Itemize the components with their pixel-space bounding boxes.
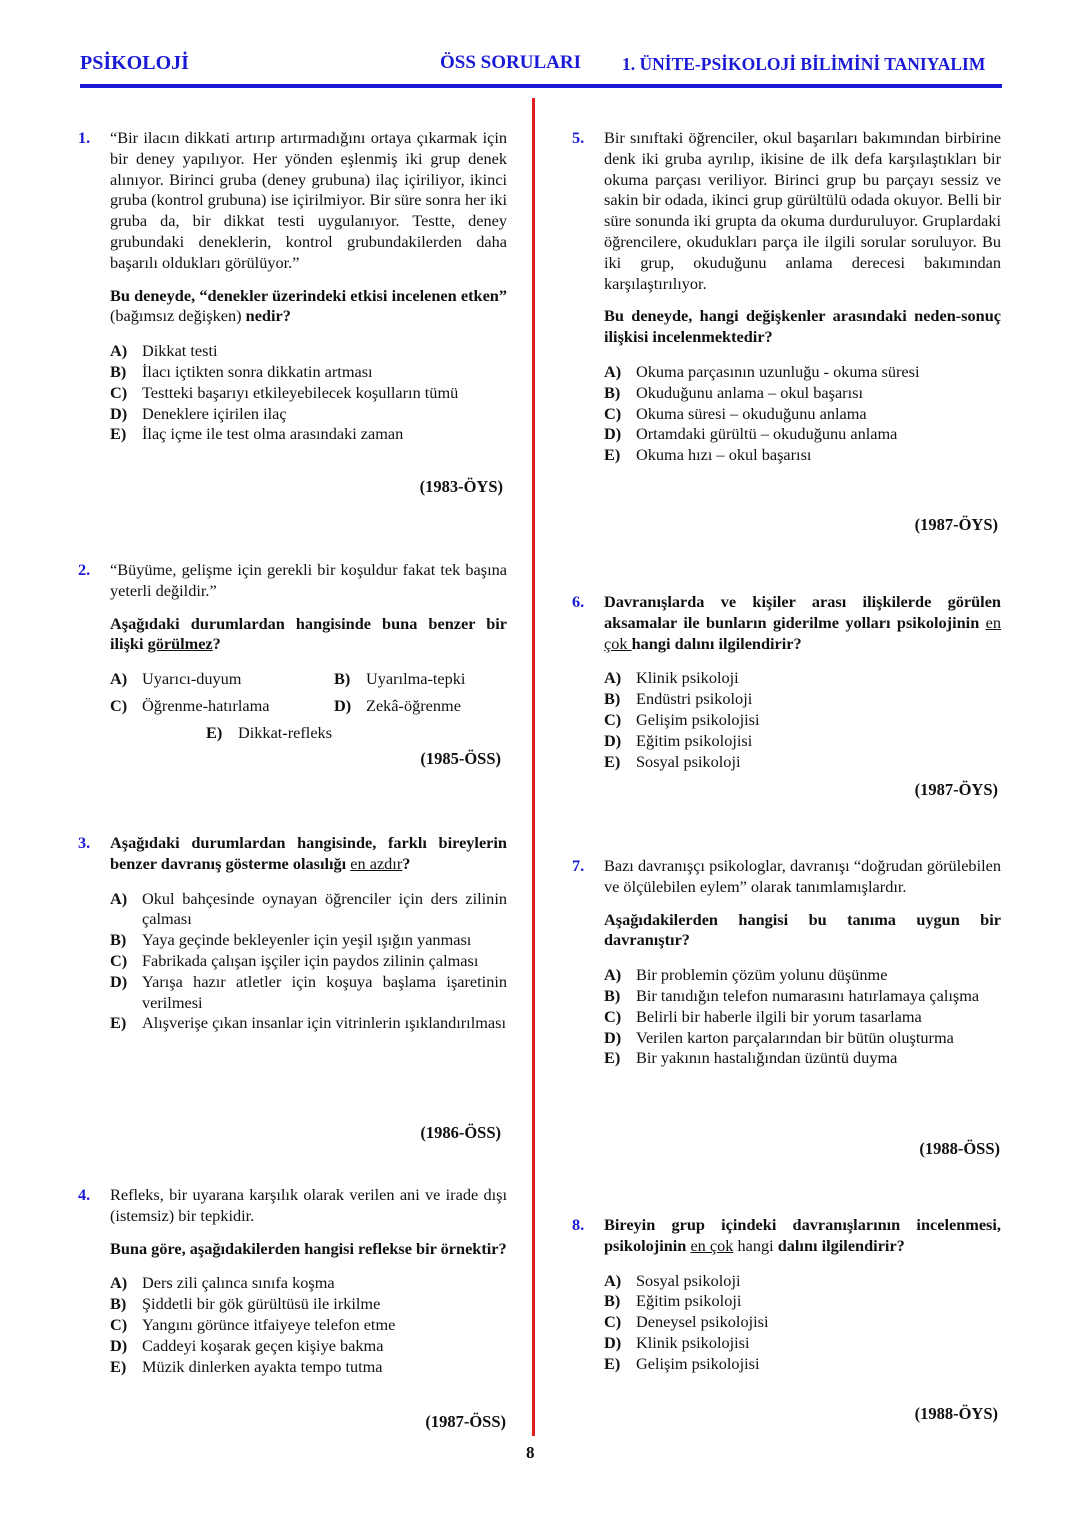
option-letter: A) (110, 1273, 128, 1293)
option-letter: A) (110, 669, 128, 689)
option-text: Bir tanıdığın telefon numarasını hatırlamaya çalışma (636, 985, 980, 1005)
option-c (110, 1315, 507, 1336)
option-b (604, 986, 1001, 1007)
prompt-segment: Bireyin grup içindeki davranışlarının incelenmesi, psikolojinin (604, 1215, 1001, 1255)
option-letter: B) (334, 669, 351, 689)
option-text: Gelişim psikolojisi (636, 709, 760, 729)
option-letter: E) (110, 1013, 127, 1033)
option-letter: B) (604, 1291, 621, 1311)
option-letter: C) (110, 1314, 128, 1334)
option-a (604, 1271, 1001, 1292)
option-letter: B) (110, 930, 127, 950)
option-letter: E) (604, 445, 621, 465)
question-number: 8. (572, 1215, 585, 1234)
option-text: Sosyal psikoloji (636, 1270, 741, 1290)
question-body (604, 856, 1001, 1069)
question-body (604, 128, 1001, 466)
options-list (110, 669, 507, 743)
option-e (604, 1354, 1001, 1375)
question-source: (1987-ÖYS) (914, 515, 998, 534)
option-letter: A) (604, 965, 622, 985)
option-letter: D) (604, 1332, 622, 1352)
option-d (110, 1336, 507, 1357)
question-source: (1988-ÖYS) (914, 1404, 998, 1423)
option-d (334, 696, 507, 717)
option-text: Gelişim psikolojisi (636, 1353, 760, 1373)
option-letter: B) (110, 1294, 127, 1314)
option-letter: A) (604, 668, 622, 688)
option-letter: B) (604, 985, 621, 1005)
option-text: Eğitim psikoloji (636, 1291, 742, 1311)
header-section: ÖSS SORULARI (440, 52, 581, 73)
option-letter: C) (110, 950, 128, 970)
question-7 (572, 856, 1002, 1069)
page-number: 8 (526, 1443, 535, 1462)
prompt-segment: görülmez (147, 634, 213, 654)
question-body (110, 833, 507, 1034)
option-letter: E) (110, 1356, 127, 1376)
option-letter: C) (110, 695, 128, 715)
prompt-segment: Aşağıdakilerden hangisi bu tanıma uygun bir davranıştır? (604, 909, 1001, 950)
question-5 (572, 128, 1002, 466)
prompt-segment: Buna göre, aşağıdakilerden hangisi reflekse bir örnektir? (110, 1238, 507, 1258)
option-d (604, 424, 1001, 445)
question-source: (1985-ÖSS) (420, 749, 501, 768)
option-d (604, 1333, 1001, 1354)
prompt-segment: Aşağıdaki durumlardan hangisinde, farklı bireylerin benzer davranış gösterme olasılığı (110, 833, 507, 873)
option-text: Testteki başarıyı etkileyebilecek koşulların tümü (142, 382, 459, 402)
option-c (110, 696, 334, 717)
option-letter: D) (334, 695, 352, 715)
option-text: Dikkat-refleks (238, 722, 333, 742)
question-source: (1983-ÖYS) (419, 477, 503, 496)
option-e (604, 445, 1001, 466)
option-text: Klinik psikolojisi (636, 1332, 750, 1352)
option-a (604, 362, 1001, 383)
option-d (604, 1028, 1001, 1049)
question-prompt (604, 1215, 1001, 1257)
option-text: Endüstri psikoloji (636, 689, 753, 709)
question-number: 6. (572, 592, 585, 611)
question-number: 3. (78, 833, 91, 852)
question-number: 2. (78, 560, 91, 579)
question-source: (1987-ÖSS) (425, 1412, 506, 1431)
options-list (604, 362, 1001, 466)
option-letter: C) (110, 382, 128, 402)
option-text: Belirli bir haberle ilgili bir yorum tasarlama (636, 1006, 922, 1026)
option-d (604, 731, 1001, 752)
question-prompt (110, 286, 507, 328)
question-2 (78, 560, 508, 744)
prompt-segment: dalını ilgilendirir? (777, 1235, 905, 1255)
question-body (604, 592, 1001, 772)
option-d (110, 404, 507, 425)
option-letter: E) (604, 1048, 621, 1068)
question-prompt (110, 833, 507, 875)
option-a (110, 889, 507, 931)
question-stem: Bir sınıftaki öğrenciler, okul başarıları bakımından birbirine denk iki gruba ayrılıp, ikisine de ilk defa karşılaştıkları bir okuma parçası veriliyor. Birinci grup bu parçayı sessiz ve sakin bir odada, ikinci grup gürültülü odada okuyor. Belli bir süre sonunda iki grupta da okuma durduruluyor. Gruplardaki öğrencilere, okudukları parça ile ilgili sorular soruluyor. Bu iki grup, okuduğunu anlama derecesi bakımından karşılaştırılıyor. (604, 128, 1001, 293)
question-number: 1. (78, 128, 91, 147)
question-4 (78, 1185, 508, 1377)
question-body (110, 560, 507, 744)
option-text: İlacı içtikten sonra dikkatin artması (142, 361, 373, 381)
prompt-segment: Bu deneyde, “denekler üzerindeki etkisi incelenen etken” (110, 285, 507, 305)
option-text: Okuduğunu anlama – okul başarısı (636, 382, 863, 402)
option-b (110, 1294, 507, 1315)
prompt-segment: (bağımsız değişken) (110, 306, 246, 326)
option-letter: B) (604, 689, 621, 709)
option-e (110, 424, 507, 445)
option-c (604, 404, 1001, 425)
options-list (110, 341, 507, 445)
option-a (604, 668, 1001, 689)
question-prompt (110, 614, 507, 656)
option-text: Okuma parçasının uzunluğu - okuma süresi (636, 361, 920, 381)
question-stem: Bazı davranışçı psikologlar, davranışı “doğrudan görülebilen ve ölçülebilen eylem” olarak tanımlamışlardır. (604, 856, 1001, 896)
question-body (604, 1215, 1001, 1375)
option-text: Bir yakının hastalığından üzüntü duyma (636, 1048, 898, 1068)
option-b (604, 1291, 1001, 1312)
option-e (206, 723, 507, 744)
option-text: Okuma süresi – okuduğunu anlama (636, 403, 867, 423)
option-a (110, 1273, 507, 1294)
question-stem: “Bir ilacın dikkati artırıp artırmadığını ortaya çıkarmak için bir deney yapılıyor. Her yönden eşlenmiş iki grup denek alınıyor. Birinci gruba (deney grubuna) ilaç içiriliyor, ikinci gruba (kontrol grubuna) ise içirilmiyor. Bir süre sonra her iki gruba da, bir dikkat testi uygulanıyor. Testte, deney grubundaki deneklerin, kontrol grubundakilerden daha başarılı oldukları görülüyor.” (110, 128, 507, 272)
question-3 (78, 833, 508, 1034)
question-body (110, 1185, 507, 1377)
option-letter: D) (110, 971, 128, 991)
option-text: Müzik dinlerken ayakta tempo tutma (142, 1356, 383, 1376)
question-source: (1986-ÖSS) (420, 1123, 501, 1142)
prompt-segment: nedir? (245, 306, 291, 326)
prompt-segment: Bu deneyde, hangi değişkenler arasındaki neden-sonuç ilişkisi incelenmektedir? (604, 306, 1001, 347)
option-text: Şiddetli bir gök gürültüsü ile irkilme (142, 1294, 381, 1314)
option-text: İlaç içme ile test olma arasındaki zaman (142, 424, 404, 444)
question-prompt (604, 306, 1001, 348)
option-text: Okul bahçesinde oynayan öğrenciler için ders zilinin çalması (142, 888, 507, 929)
option-b (604, 383, 1001, 404)
prompt-segment: en çok (604, 612, 1001, 653)
options-list (110, 1273, 507, 1377)
option-letter: C) (604, 709, 622, 729)
header-rule (80, 84, 1002, 88)
option-letter: C) (604, 1006, 622, 1026)
option-letter: E) (110, 424, 127, 444)
option-b (110, 362, 507, 383)
question-stem: “Büyüme, gelişme için gerekli bir koşuldur fakat tek başına yeterli değildir.” (110, 560, 507, 600)
question-number: 7. (572, 856, 585, 875)
option-letter: A) (604, 361, 622, 381)
option-text: Alışverişe çıkan insanlar için vitrinlerin ışıklandırılması (142, 1013, 506, 1033)
question-body (110, 128, 507, 445)
option-a (110, 341, 507, 362)
header-unit: 1. ÜNİTE-PSİKOLOJİ BİLİMİNİ TANIYALIM (622, 54, 986, 74)
question-6 (572, 592, 1002, 772)
option-letter: E) (604, 751, 621, 771)
option-c (604, 1007, 1001, 1028)
option-letter: D) (604, 424, 622, 444)
option-b (110, 930, 507, 951)
option-letter: A) (604, 1270, 622, 1290)
prompt-segment: en çok (690, 1235, 734, 1255)
option-d (110, 972, 507, 1014)
option-e (604, 752, 1001, 773)
option-letter: D) (110, 1335, 128, 1355)
option-c (604, 1312, 1001, 1333)
option-text: Bir problemin çözüm yolunu düşünme (636, 965, 888, 985)
option-text: Yaya geçinde bekleyenler için yeşil ışığın yanması (142, 930, 472, 950)
prompt-segment: Davranışlarda ve kişiler arası ilişkilerde görülen aksamalar ile bunların giderilme yolları psikolojinin (604, 592, 1001, 632)
prompt-segment: Aşağıdaki durumlardan hangisinde buna benzer bir ilişki (110, 613, 507, 654)
prompt-segment: en azdır (350, 853, 403, 873)
option-e (110, 1357, 507, 1378)
question-source: (1988-ÖSS) (919, 1139, 1000, 1158)
option-b (604, 689, 1001, 710)
options-list (110, 889, 507, 1035)
option-letter: E) (206, 722, 223, 742)
option-text: Yarışa hazır atletler için koşuya başlama işaretinin verilmesi (142, 971, 507, 1012)
option-text: Caddeyi koşarak geçen kişiye bakma (142, 1335, 384, 1355)
option-letter: D) (604, 730, 622, 750)
options-list (604, 1271, 1001, 1375)
question-number: 4. (78, 1185, 91, 1204)
prompt-segment: ? (212, 634, 221, 654)
question-number: 5. (572, 128, 585, 147)
option-text: Yangını görünce itfaiyeye telefon etme (142, 1314, 396, 1334)
prompt-segment: ? (402, 853, 411, 873)
column-divider (532, 98, 535, 1436)
option-c (110, 383, 507, 404)
prompt-segment: hangi (733, 1235, 778, 1255)
option-letter: D) (110, 403, 128, 423)
option-text: Zekâ-öğrenme (366, 695, 461, 715)
option-c (110, 951, 507, 972)
option-text: Ders zili çalınca sınıfa koşma (142, 1273, 335, 1293)
option-a (604, 965, 1001, 986)
option-letter: B) (110, 361, 127, 381)
question-prompt (604, 910, 1001, 952)
option-text: Dikkat testi (142, 341, 218, 361)
question-8 (572, 1215, 1002, 1375)
option-text: Öğrenme-hatırlama (142, 695, 270, 715)
option-c (604, 710, 1001, 731)
option-text: Sosyal psikoloji (636, 751, 741, 771)
options-list (604, 668, 1001, 772)
question-prompt (110, 1239, 507, 1260)
option-letter: A) (110, 341, 128, 361)
option-b (334, 669, 507, 690)
question-1 (78, 128, 508, 445)
option-text: Deneysel psikolojisi (636, 1312, 769, 1332)
prompt-segment: hangi dalını ilgilendirir? (631, 633, 802, 653)
option-e (604, 1048, 1001, 1069)
option-text: Ortamdaki gürültü – okuduğunu anlama (636, 424, 898, 444)
option-e (110, 1013, 507, 1034)
option-text: Okuma hızı – okul başarısı (636, 445, 812, 465)
question-prompt (604, 592, 1001, 654)
option-text: Deneklere içirilen ilaç (142, 403, 287, 423)
option-text: Fabrikada çalışan işçiler için paydos zilinin çalması (142, 950, 479, 970)
option-letter: D) (604, 1027, 622, 1047)
header-subject: PSİKOLOJİ (80, 52, 189, 74)
question-stem: Refleks, bir uyarana karşılık olarak verilen ani ve irade dışı (istemsiz) bir tepkidir. (110, 1185, 507, 1225)
option-letter: A) (110, 888, 128, 908)
option-text: Verilen karton parçalarından bir bütün oluşturma (636, 1027, 954, 1047)
question-source: (1987-ÖYS) (914, 780, 998, 799)
option-letter: C) (604, 403, 622, 423)
option-text: Uyarıcı-duyum (142, 669, 242, 689)
option-letter: E) (604, 1353, 621, 1373)
option-text: Uyarılma-tepki (366, 669, 466, 689)
option-text: Eğitim psikolojisi (636, 730, 753, 750)
option-text: Klinik psikoloji (636, 668, 739, 688)
option-a (110, 669, 334, 690)
options-list (604, 965, 1001, 1069)
option-letter: B) (604, 382, 621, 402)
option-letter: C) (604, 1312, 622, 1332)
